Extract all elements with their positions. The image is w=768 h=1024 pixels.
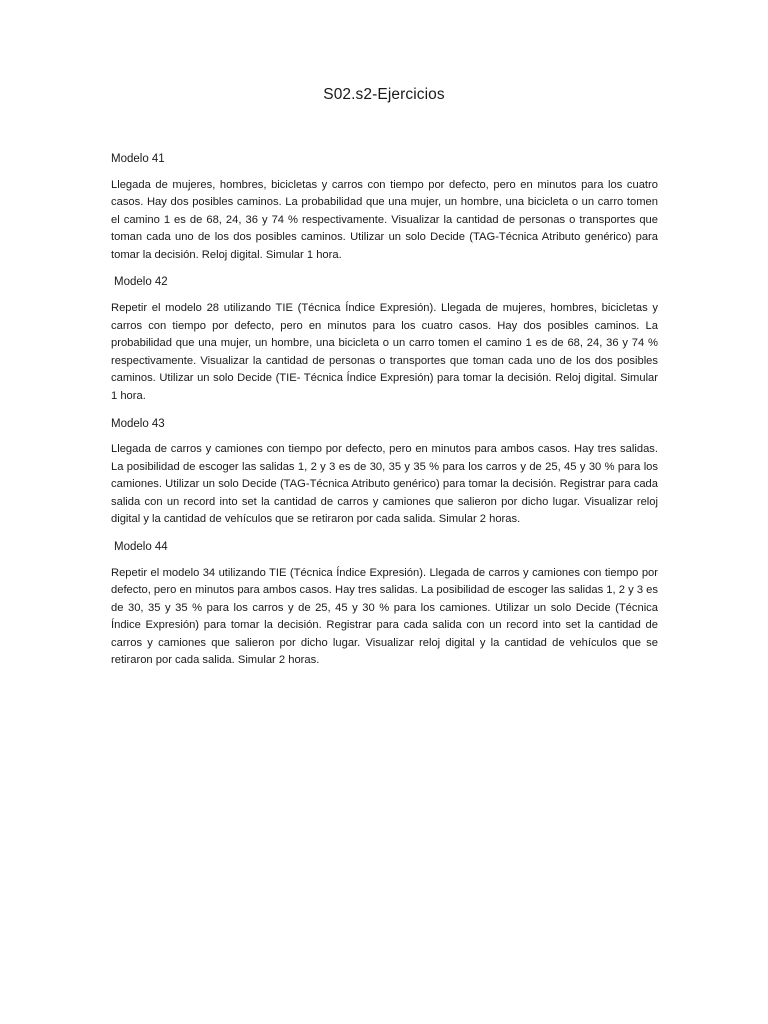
section-body: Repetir el modelo 28 utilizando TIE (Técnica Índice Expresión). Llegada de mujeres, hombres, bicicletas y carros con tiempo por defecto, pero en minutos para los cuatro casos. Hay dos posibles caminos. La probabilidad que una mujer, un hombre, una bicicleta o un carro tomen el camino 1 es de 68, 24, 36 y 74 % respectivamente. Visualizar la cantidad de personas o transportes que toman cada uno de los dos posibles caminos. Utilizar un solo Decide (TIE- Técnica Índice Expresión) para tomar la decisión. Reloj digital. Simular 1 hora. [111, 301, 658, 402]
section-heading: Modelo 41 [111, 153, 165, 165]
section-body: Repetir el modelo 34 utilizando TIE (Técnica Índice Expresión). Llegada de carros y camiones con tiempo por defecto, pero en minutos para ambos casos. Hay tres salidas. La posibilidad de escoger las salidas 1, 2 y 3 es de 30, 35 y 35 % para los carros y de 25, 45 y 30 % para los camiones. Utilizar un solo Decide (Técnica Índice Expresión) para tomar la decisión. Registrar para cada salida con un record into set la cantidad de carros y camiones que salieron por dicho lugar. Visualizar reloj digital y la cantidad de vehículos que se retiraron por cada salida. Simular 2 horas. [111, 566, 658, 667]
section-body: Llegada de mujeres, hombres, bicicletas y carros con tiempo por defecto, pero en minutos para los cuatro casos. Hay dos posibles caminos. La probabilidad que una mujer, un hombre, una bicicleta o un carro tomen el camino 1 es de 68, 24, 36 y 74 % respectivamente. Visualizar la cantidad de personas o transportes que toman cada uno de los dos posibles caminos. Utilizar un solo Decide (TAG-Técnica Atributo genérico) para tomar la decisión. Reloj digital. Simular 1 hora. [111, 178, 658, 261]
section-modelo-43 [111, 416, 658, 529]
document-content [111, 151, 658, 680]
section-body: Llegada de carros y camiones con tiempo por defecto, pero en minutos para ambos casos. Hay tres salidas. La posibilidad de escoger las salidas 1, 2 y 3 es de 30, 35 y 35 % para los carros y de 25, 45 y 30 % para los camiones. Utilizar un solo Decide (TAG-Técnica Atributo genérico) para tomar la decisión. Registrar para cada salida con un record into set la cantidad de carros y camiones que salieron por dicho lugar. Visualizar reloj digital y la cantidad de vehículos que se retiraron por cada salida. Simular 2 horas. [111, 443, 658, 526]
section-heading: Modelo 43 [111, 417, 165, 430]
section-modelo-41 [111, 151, 658, 264]
section-heading: Modelo 44 [114, 541, 168, 553]
section-modelo-44 [111, 539, 658, 670]
section-modelo-42 [111, 274, 658, 405]
section-heading: Modelo 42 [114, 276, 168, 289]
document-title: S02.s2-Ejercicios [323, 86, 445, 103]
